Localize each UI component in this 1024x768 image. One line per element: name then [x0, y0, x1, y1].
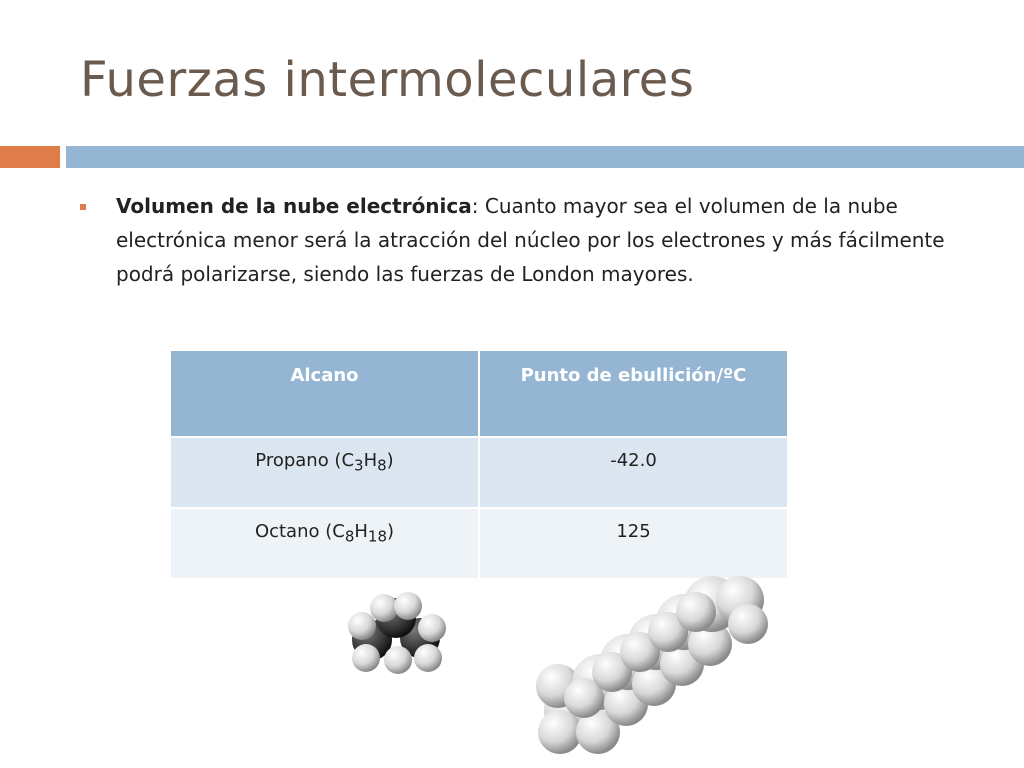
- bullet-term: Volumen de la nube electrónica: [116, 194, 472, 218]
- table-row: [171, 437, 787, 508]
- cell-alkane-name: Octano $(C_8H_{18})$: [171, 508, 479, 578]
- cell-boiling-point: 125: [479, 508, 787, 578]
- header-boiling-point: Punto de ebullición/ºC: [479, 351, 787, 437]
- table-header-row: [171, 351, 787, 437]
- octane-model: [536, 576, 768, 754]
- cell-boiling-point: -42.0: [479, 437, 787, 508]
- slide-title: Fuerzas intermoleculares: [80, 52, 695, 108]
- boiling-point-table: [171, 351, 787, 578]
- propane-model: [348, 592, 446, 674]
- cell-alkane-name: Propano $(C_3H_8)$: [171, 437, 479, 508]
- bullet-paragraph: [116, 189, 986, 291]
- molecule-models: [0, 560, 1024, 768]
- header-alcano: Alcano: [171, 351, 479, 437]
- accent-bar-orange: [0, 146, 60, 168]
- bullet-text: : Cuanto mayor sea el volumen de la nube electrónica menor será la atracción del núcleo por los electrones y más fácilmente podrá polarizarse, siendo las fuerzas de London mayores.: [116, 194, 945, 286]
- accent-bar-blue: [66, 146, 1024, 168]
- bullet-marker: [80, 204, 86, 210]
